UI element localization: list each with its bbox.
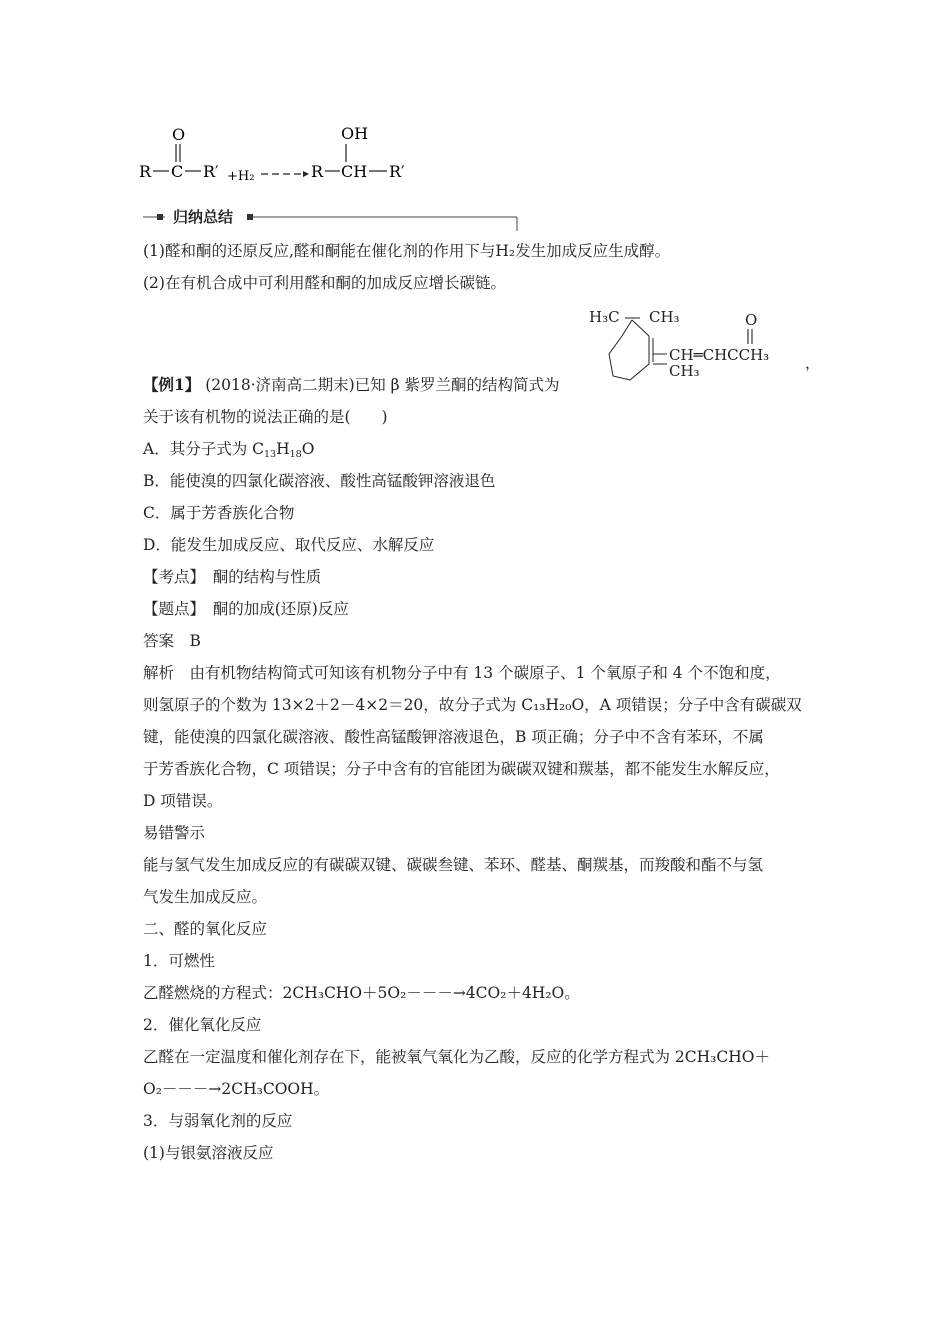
catalytic-line-1: 乙醛在一定温度和催化剂存在下，能被氧气氧化为乙酸，反应的化学方程式为 2CH₃CHO＋ [143, 1048, 770, 1066]
subsection-2: 2．催化氧化反应 [143, 1016, 262, 1034]
ch3-bottom-label: CH₃ [669, 362, 700, 380]
ch3-top-label: CH₃ [649, 308, 680, 326]
reduction-equation-diagram [135, 118, 425, 190]
subsection-1: 1．可燃性 [143, 952, 215, 970]
analysis-line-1: 解析 由有机物结构简式可知该有机物分子中有 13 个碳原子、1 个氧原子和 4 个不饱和度， [143, 664, 781, 682]
analysis-line-2: 则氢原子的个数为 13×2＋2－4×2＝20，故分子式为 C₁₃H₂₀O，A 项错误；分子中含有碳碳双 [143, 696, 802, 714]
option-a-post: O [301, 440, 315, 458]
side-chain-label: CH═CHCCH₃ [669, 346, 770, 364]
option-d: D．能发生加成反应、取代反应、水解反应 [143, 536, 435, 554]
example-intro [143, 375, 560, 395]
summary-item-1: (1)醛和酮的还原反应,醛和酮能在催化剂的作用下与H₂发生加成反应生成醇。 [143, 242, 671, 260]
right-r-prime: R′ [389, 162, 405, 181]
warning-title: 易错警示 [143, 824, 206, 842]
catalytic-line-2: O₂－－－→2CH₃COOH。 [143, 1080, 330, 1098]
subsection-3-1: (1)与银氨溶液反应 [143, 1144, 274, 1162]
kaodian-line: 【考点】 酮的结构与性质 [143, 568, 322, 586]
plus-h2: +H₂ [227, 169, 255, 184]
option-b: B．能使溴的四氯化碳溶液、酸性高锰酸钾溶液退色 [143, 472, 496, 490]
warning-line-1: 能与氢气发生加成反应的有碳碳双键、碳碳叁键、苯环、醛基、酮羰基，而羧酸和酯不与氢 [143, 856, 764, 874]
structure-comma: ， [805, 354, 821, 372]
example-source: (2018·济南高二期末)已知 β 紫罗兰酮的结构简式为 [205, 376, 560, 394]
option-a-sub1: 13 [263, 449, 277, 460]
left-c: C [171, 162, 184, 181]
h3c-label: H₃C [589, 308, 620, 326]
analysis-line-4: 于芳香族化合物，C 项错误；分子中含有的官能团为碳碳双键和羰基，都不能发生水解反应， [143, 760, 780, 778]
carbonyl-o-label: O [745, 311, 758, 329]
section-heading: 二、醛的氧化反应 [143, 920, 268, 938]
summary-item-2: (2)在有机合成中可利用醛和酮的加成反应增长碳链。 [143, 274, 506, 292]
option-a [143, 439, 314, 465]
beta-ionone-structure [585, 298, 835, 388]
option-a-text: A．其分子式为 C [143, 440, 264, 458]
summary-title: 归纳总结 [173, 208, 234, 226]
right-ch: CH [341, 162, 368, 181]
left-r: R [139, 162, 152, 181]
left-r-prime: R′ [203, 162, 219, 181]
hydroxyl-oh: OH [341, 124, 369, 143]
right-r: R [311, 162, 324, 181]
analysis-line-5: D 项错误。 [143, 792, 223, 810]
combustion-equation: 乙醛燃烧的方程式：2CH₃CHO＋5O₂－－－→4CO₂＋4H₂O。 [143, 984, 580, 1002]
summary-header [143, 203, 523, 233]
example-label: 【例1】 [143, 375, 201, 394]
example-question: 关于该有机物的说法正确的是( ) [143, 408, 388, 426]
option-c: C．属于芳香族化合物 [143, 504, 295, 522]
option-a-mid: H [276, 440, 290, 458]
analysis-line-3: 键，能使溴的四氯化碳溶液、酸性高锰酸钾溶液退色，B 项正确；分子中不含有苯环，不属 [143, 728, 764, 746]
answer-line: 答案 B [143, 632, 201, 650]
subsection-3: 3．与弱氧化剂的反应 [143, 1112, 293, 1130]
carbonyl-oxygen: O [172, 125, 186, 144]
warning-line-2: 气发生加成反应。 [143, 888, 268, 906]
option-a-sub2: 18 [289, 449, 302, 460]
tidian-line: 【题点】 酮的加成(还原)反应 [143, 600, 349, 618]
